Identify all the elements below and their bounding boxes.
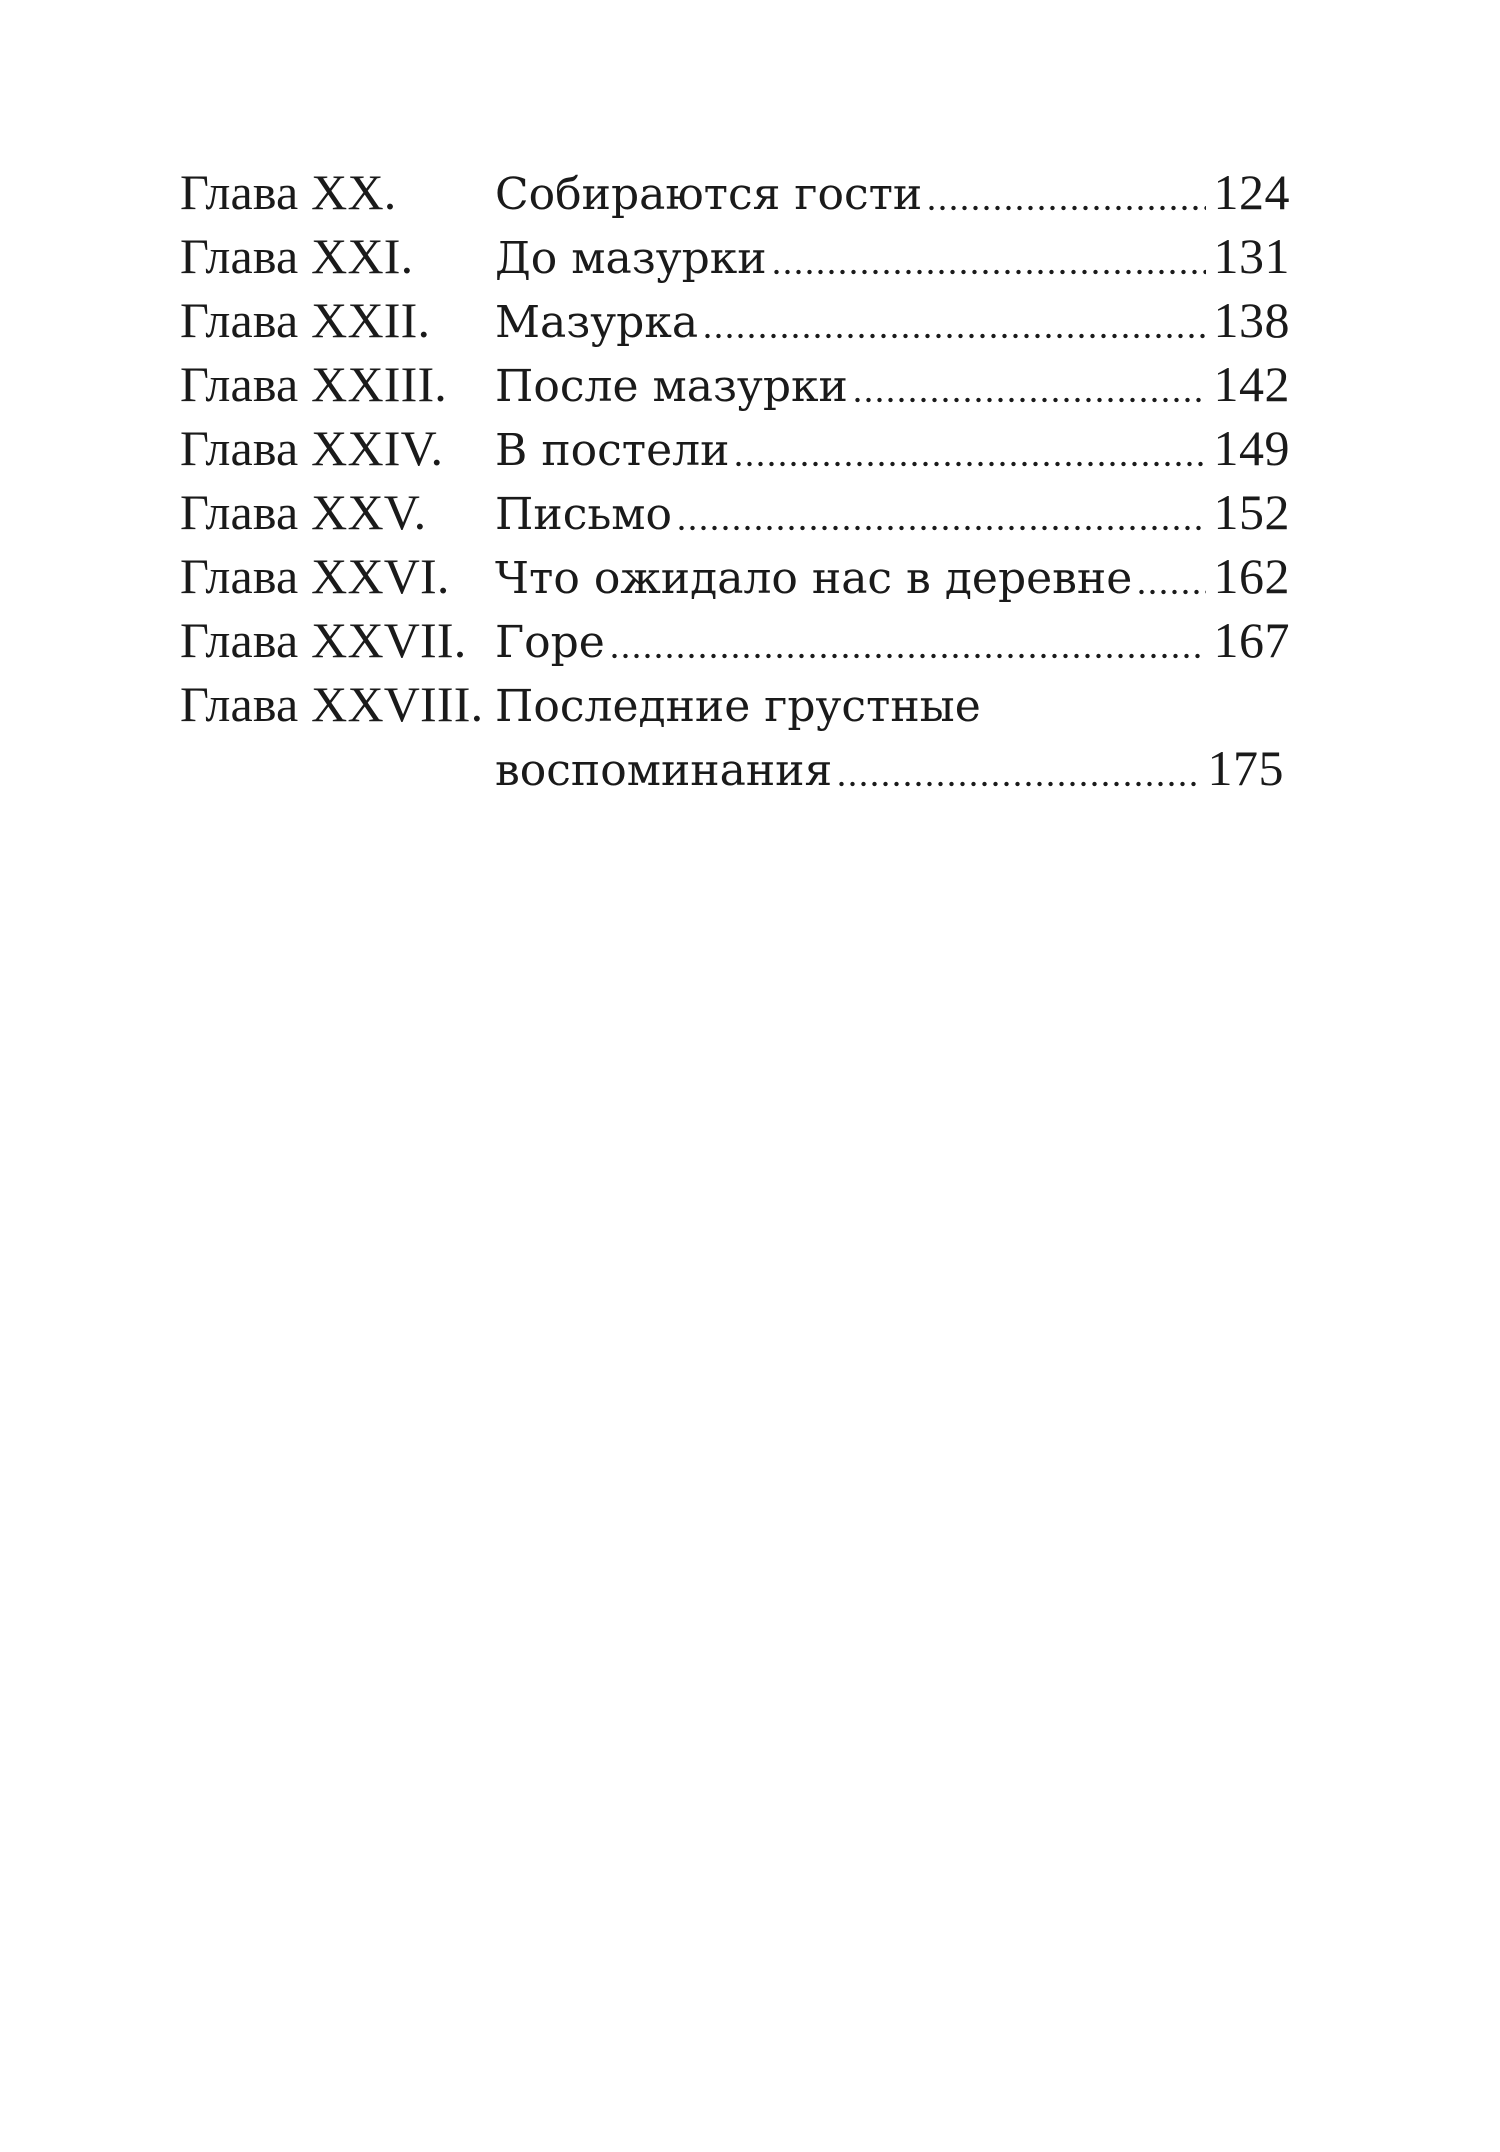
dot-leader xyxy=(733,459,1205,469)
chapter-entry xyxy=(495,608,1290,675)
chapter-label: Глава XXVIII. xyxy=(180,676,484,732)
toc-entry xyxy=(180,544,1290,608)
toc-entry xyxy=(180,608,1290,672)
dot-leader xyxy=(926,203,1205,213)
dot-leader xyxy=(676,523,1205,533)
dot-leader xyxy=(836,779,1199,789)
chapter-label: Глава XXIV. xyxy=(180,420,444,476)
toc-entry xyxy=(180,480,1290,544)
chapter-entry xyxy=(495,160,1290,227)
chapter-label: Глава XXII. xyxy=(180,292,431,348)
chapter-title: В постели xyxy=(495,425,730,476)
dot-leader xyxy=(771,267,1206,277)
dot-leader xyxy=(852,395,1206,405)
chapter-entry xyxy=(495,736,1290,803)
dot-leader xyxy=(1136,587,1205,597)
toc-entry xyxy=(180,672,1290,736)
chapter-entry xyxy=(495,352,1290,419)
chapter-entry xyxy=(495,288,1290,355)
page-number: 131 xyxy=(1213,228,1290,284)
chapter-title: Что ожидало нас в деревне xyxy=(495,553,1133,604)
dot-leader xyxy=(702,331,1205,341)
toc-entry xyxy=(180,160,1290,224)
chapter-label: Глава XXVI. xyxy=(180,548,450,604)
chapter-label: Глава XXV. xyxy=(180,484,427,540)
page-number: 167 xyxy=(1213,612,1290,668)
chapter-title: Собираются гости xyxy=(495,169,923,220)
chapter-title: Письмо xyxy=(495,489,673,540)
table-of-contents xyxy=(180,160,1290,800)
chapter-entry xyxy=(495,480,1290,547)
toc-entry xyxy=(180,288,1290,352)
chapter-title: Горе xyxy=(495,617,605,668)
chapter-entry xyxy=(495,544,1290,611)
page-number: 162 xyxy=(1213,548,1290,604)
chapter-title: До мазурки xyxy=(495,233,767,284)
chapter-label: Глава XXVII. xyxy=(180,612,467,668)
chapter-title-line-2: воспоминания xyxy=(495,745,833,796)
chapter-entry xyxy=(495,224,1290,291)
toc-entry-continuation xyxy=(180,736,1290,800)
page-number: 142 xyxy=(1213,356,1290,412)
page-number: 175 xyxy=(1207,740,1284,796)
chapter-title: После мазурки xyxy=(495,361,848,412)
dot-leader xyxy=(609,651,1206,661)
page-number: 138 xyxy=(1213,292,1290,348)
toc-entry xyxy=(180,224,1290,288)
chapter-title: Мазурка xyxy=(495,297,699,348)
chapter-entry xyxy=(495,416,1290,483)
chapter-label: Глава XXIII. xyxy=(180,356,447,412)
chapter-label: Глава XX. xyxy=(180,164,397,220)
toc-entry xyxy=(180,352,1290,416)
chapter-entry xyxy=(495,675,1290,739)
chapter-label: Глава XXI. xyxy=(180,228,414,284)
chapter-title-line-1: Последние грустные xyxy=(495,681,981,732)
page-number: 124 xyxy=(1213,164,1290,220)
toc-entry xyxy=(180,416,1290,480)
page-number: 152 xyxy=(1213,484,1290,540)
page-number: 149 xyxy=(1213,420,1290,476)
